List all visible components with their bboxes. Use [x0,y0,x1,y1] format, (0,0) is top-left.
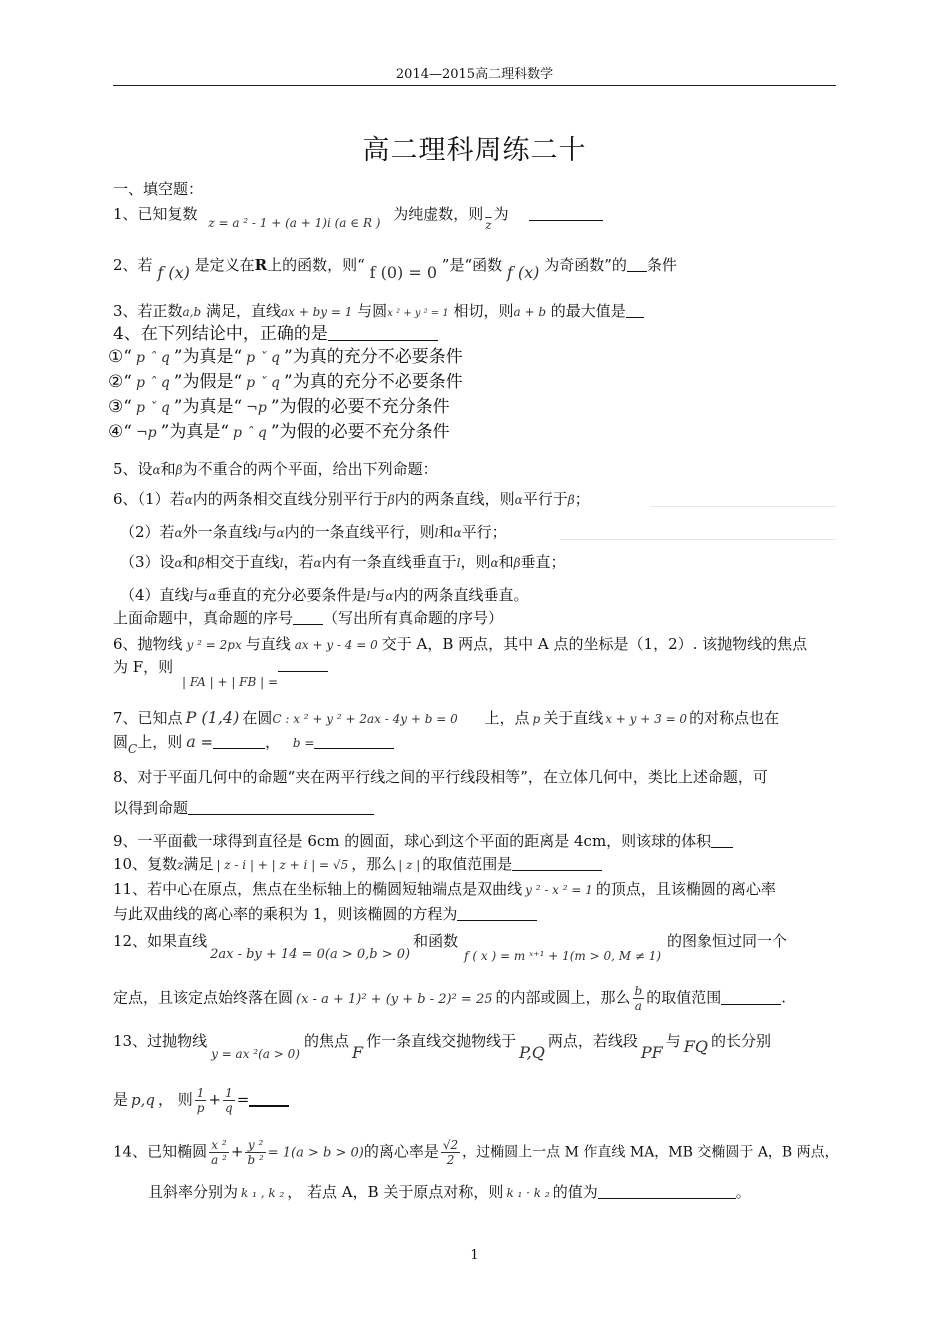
question-10: 10、复数z满足 | z - i | + | z + i | = √5 ，那么 | z | 的取值范围是 [113,853,602,876]
answer-blank[interactable] [293,610,323,625]
page-number: 1 [470,1248,479,1263]
answer-blank[interactable] [188,800,374,815]
question-2: 2、若 f (x) 是定义在R上的函数，则“ f (0) = 0 ”是“函数 f (x) 为奇函数”的 条件 [113,256,677,282]
answer-blank[interactable] [721,990,781,1005]
answer-blank[interactable] [457,906,537,921]
question-4-stem: 4、在下列结论中，正确的是 [113,322,438,346]
answer-blank[interactable] [711,833,733,848]
answer-blank[interactable] [626,303,644,318]
fraction-x2-over-a2: $\frac{\text{x ²}}{\text{a ²}}$ [211,1138,227,1167]
question-9: 9、一平面截一球得到直径是 6cm 的圆面，球心到这个平面的距离是 4cm，则该球的体积 [113,830,733,852]
answer-blank[interactable] [627,257,647,272]
question-6a-item-1: 6、（1）若α内的两条相交直线分别平行于β内的两条直线，则α平行于β； [113,490,590,508]
question-12-line-1: 12、如果直线2ax - by + 14 = 0(a > 0,b > 0)和函数$_{f ( x ) = m ˣ^{+1} + 1(m > 0, M \ne 1)}$的图象恒过同一个 [113,932,788,963]
q4-option-1: ①“ p ˆ q ”为真是“ p ˇ q ”为真的充分不必要条件 [108,347,463,367]
fraction-eccentricity: $\frac{√2}{2}$ [442,1138,459,1167]
answer-blank[interactable] [328,326,438,341]
question-6b-line-1: 6、抛物线 y ² = 2px 与直线 ax + y - 4 = 0 交于 A，B 两点，其中 A 点的坐标是（1，2）. 该抛物线的焦点 [113,635,808,653]
fraction-b-over-a: $\frac{b}{a}$ [634,984,643,1013]
answer-blank[interactable] [213,734,265,749]
question-6a-item-4: （4）直线l与α垂直的充分必要条件是l与α内的两条直线垂直。 [120,586,529,604]
question-12-line-2: 定点，且该定点始终落在圆 (x - a + 1)² + (y + b - 2)² = 25 的内部或圆上，那么 $\frac{b}{a}$ 的取值范围 . [113,984,787,1013]
header-rule [113,85,836,86]
question-11-line-1: 11、若中心在原点，焦点在坐标轴上的椭圆短轴端点是双曲线 y ² - x ² = 1 的顶点，且该椭圆的离心率 [113,880,776,898]
page-header: 2014—2015高二理科数学 [395,67,554,82]
question-3: 3、若正数a,b 满足，直线ax + by = 1 与圆x ² + y ² = 1 相切，则a + b 的最大值是 [113,300,644,325]
faint-rule [650,506,836,507]
question-1: 1、已知复数 $_{z = a ^2 - 1 + (a + 1)i (a \in R )}$ 为纯虚数，则$_{\overline{z}}$为 [113,203,603,226]
question-6b-line-2: 为 F，则 $_{| FA | + | FB | =}$ [113,656,328,679]
question-8-line-1: 8、对于平面几何中的命题“夹在两平行线之间的平行线段相等”，在立体几何中，类比上述命题，可 [113,768,768,786]
page-title: 高二理科周练二十 [362,135,587,166]
question-8-line-2: 以得到命题 [113,797,374,819]
fraction-y2-over-b2: $\frac{\text{y ²}}{\text{b ²}}$ [247,1138,264,1167]
question-13-line-1: 13、过抛物线$_{y = ax ^2(a > 0)}$的焦点F作一条直线交抛物线于P,Q两点，若线段PF与 FQ 的长分别 [113,1032,771,1062]
fraction-1-over-q: $\frac{1}{q}$ [225,1086,233,1115]
question-6a-answer: 上面命题中，真命题的序号 （写出所有真命题的序号） [113,609,504,627]
answer-blank[interactable] [249,1091,289,1107]
question-11-line-2: 与此双曲线的离心率的乘积为 1，则该椭圆的方程为 [113,903,537,925]
question-14-line-2: 且斜率分别为 k ₁ , k ₂ ， 若点 A，B 关于原点对称，则 k ₁ · k ₂ 的值为 。 [148,1183,751,1201]
question-14-line-1: 14、已知椭圆 $\frac{\text{x ²}}{\text{a ²}}$ + $\frac{\text{y ²}}{\text{b ²}}$ = 1(a > b > 0)的离心率是 $\frac{√2}{2}$ ，过椭圆上一点 M 作直线 MA，MB 交椭圆于 A，B 两点， [113,1138,839,1167]
question-5: 5、设α和β为不重合的两个平面，给出下列命题： [113,460,438,478]
question-13-line-2: 是 p,q ， 则 $\frac{1}{p}$ + $\frac{1}{q}$ = [113,1086,289,1115]
q4-option-2: ②“ p ˆ q ”为假是“ p ˇ q ”为真的充分不必要条件 [108,372,463,392]
answer-blank[interactable] [278,657,328,672]
question-7-line-2: 圆$_C$上，则 a = ， b = [113,731,394,754]
answer-blank[interactable] [529,206,603,221]
answer-blank[interactable] [314,734,394,749]
question-7-line-1: 7、已知点 P (1,4) 在圆C : x ² + y ² + 2ax - 4y + b = 0 上，点 p 关于直线 x + y + 3 = 0 的对称点也在 [113,708,780,727]
faint-rule [560,539,836,540]
q4-option-3: ③“ p ˇ q ”为真是“ ¬p ”为假的必要不充分条件 [108,397,450,417]
section-heading: 一、填空题： [113,180,204,198]
q1-formula: z = a ² - 1 + (a + 1)i (a ∈ R ) [208,216,381,230]
question-6a-item-2: （2）若α外一条直线l与α内的一条直线平行，则l和α平行； [120,523,507,541]
q4-option-4: ④“ ¬p ”为真是“ p ˆ q ”为假的必要不充分条件 [108,422,450,442]
question-6a-item-3: （3）设α和β相交于直线l，若α内有一条直线垂直于l，则α和β垂直； [120,553,566,571]
fraction-1-over-p: $\frac{1}{p}$ [196,1086,205,1115]
answer-blank[interactable] [512,856,602,871]
answer-blank[interactable] [598,1184,736,1199]
